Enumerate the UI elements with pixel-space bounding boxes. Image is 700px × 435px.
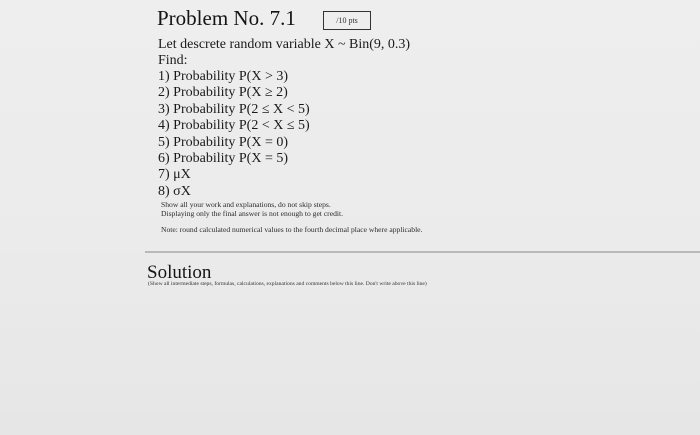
question-item: 1) Probability P(X > 3): [158, 69, 288, 84]
question-list: [158, 69, 310, 200]
find-label: Find:: [158, 53, 188, 68]
instruction-show-work: Show all your work and explanations, do not skip steps.: [161, 200, 331, 209]
question-item: 8) σX: [158, 183, 191, 199]
question-item: 4) Probability P(2 < X ≤ 5): [158, 118, 310, 134]
solution-divider: [145, 251, 700, 253]
question-item: 7) μX: [158, 167, 191, 183]
question-item: 2) Probability P(X ≥ 2): [158, 85, 288, 101]
question-item: 3) Probability P(2 ≤ X < 5): [158, 101, 310, 117]
question-item: 6) Probability P(X = 5): [158, 151, 288, 167]
problem-title: Problem No. 7.1: [157, 6, 296, 30]
points-field[interactable]: /10 pts: [323, 11, 371, 30]
solution-instructions: (Show all intermediate steps, formulas, calculations, explanations and comments below this line. Don't write above this line): [148, 281, 427, 287]
instruction-rounding: Note: round calculated numerical values to the fourth decimal place where applicable.: [161, 225, 423, 234]
problem-statement: Let descrete random variable X ~ Bin(9, 0.3): [158, 37, 411, 52]
instruction-final-answer: Displaying only the final answer is not enough to get credit.: [161, 209, 344, 218]
solution-title: Solution: [147, 262, 212, 283]
question-item: 5) Probability P(X = 0): [158, 134, 288, 150]
